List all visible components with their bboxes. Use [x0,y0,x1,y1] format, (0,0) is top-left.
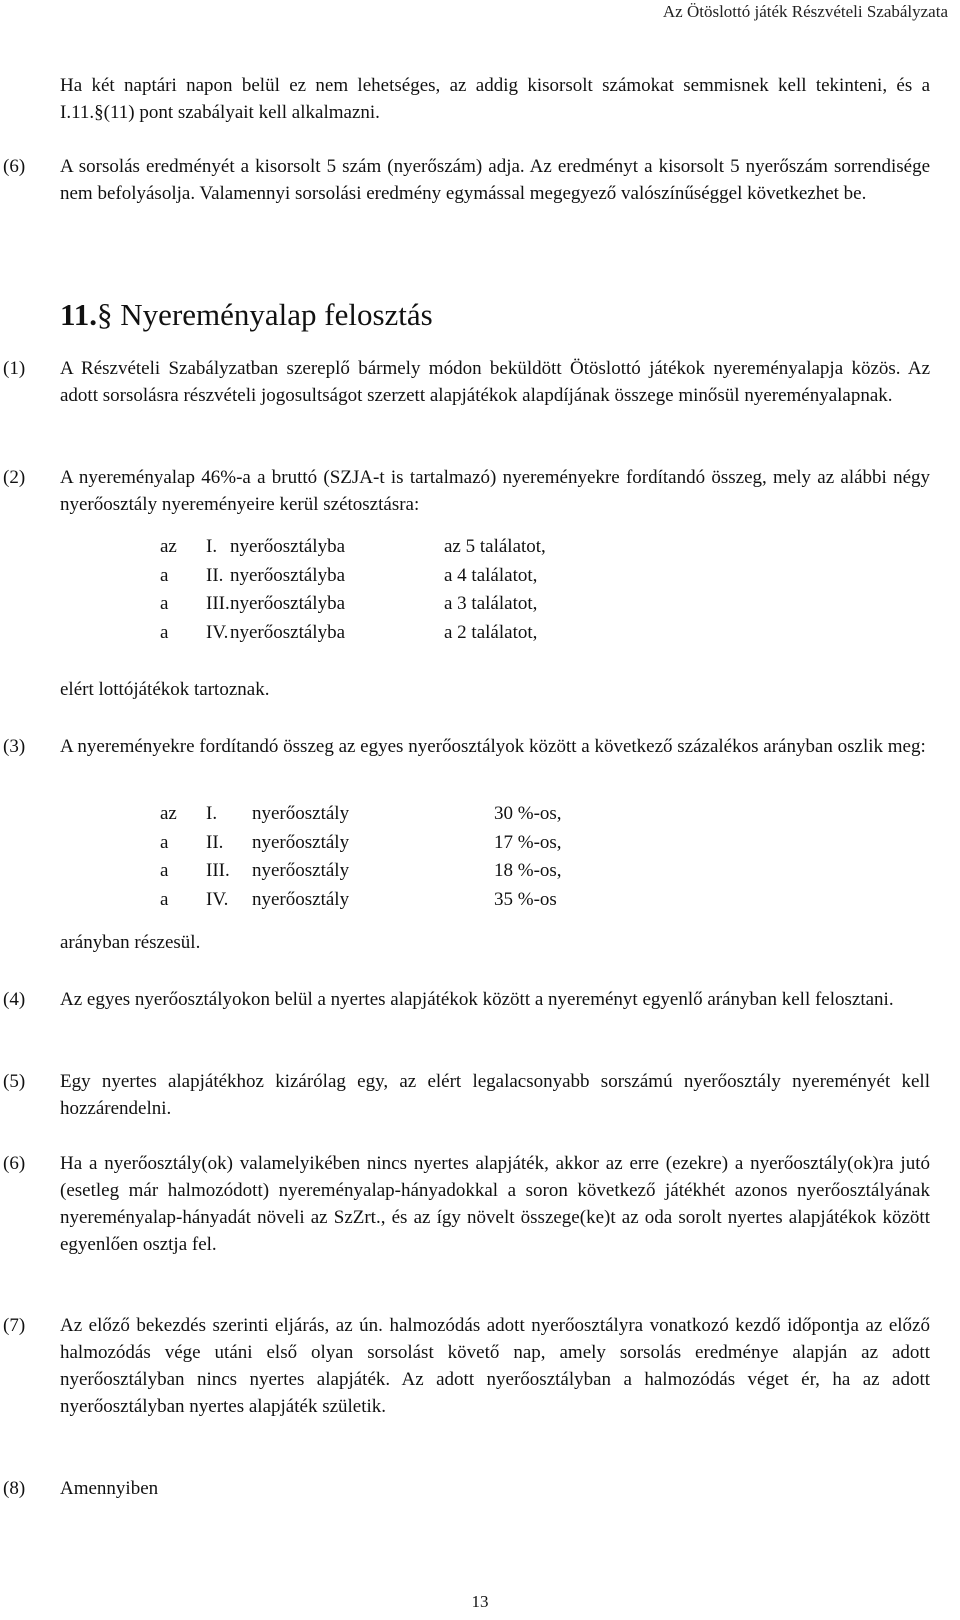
table-row [160,832,562,861]
article-cell: a [160,621,169,643]
table-row [160,565,546,594]
paragraph-number: (4) [3,989,26,1010]
table-row [160,803,562,832]
article-cell: a [160,860,169,881]
paragraph-text: Egy nyertes alapjátékhoz kizárólag egy, az elért legalacsonyabb sorszámú nyerőosztály nyereményét kell hozzárendelni. [60,1071,930,1119]
page-number: 13 [471,1592,489,1611]
hits-cell: a 3 találatot, [444,593,538,614]
roman-cell: I. [206,803,218,824]
share-cell: 35 %-os [494,888,557,910]
roman-cell: IV. [206,888,229,910]
table-row [160,622,546,651]
share-table [160,803,562,917]
hits-cell: a 4 találatot, [444,564,538,586]
roman-cell: II. [206,831,224,853]
paragraph-1 [3,355,930,409]
paragraph-number: (5) [3,1071,26,1092]
roman-cell: IV. [206,621,229,643]
paragraph-number: (6) [3,156,26,177]
table-row [160,860,562,889]
paragraph-4 [3,986,930,1013]
section-heading [60,295,433,335]
paragraph-2 [3,464,930,518]
section-title: Nyereményalap felosztás [120,297,433,332]
table-row [160,889,562,918]
paragraph-7 [3,1312,930,1420]
paragraph-number: (6) [3,1153,26,1174]
roman-cell: III. [206,860,230,881]
share-cell: 18 %-os, [494,860,562,881]
article-cell: a [160,831,169,853]
paragraph-prev-6 [3,153,930,207]
class-label-cell: nyerőosztályba [230,536,346,557]
paragraph-text: A nyereményalap 46%-a a bruttó (SZJA-t is tartalmazó) nyereményekre fordítandó összeg, mely az alábbi négy nyerőosztály nyereményeire kerül szétosztásra: [60,467,930,515]
paragraph-6 [3,1150,930,1258]
section-symbol: § [97,297,113,332]
article-cell: a [160,888,169,910]
paragraph-5 [3,1068,930,1122]
paragraph-number: (2) [3,467,26,488]
paragraph-3 [3,733,930,760]
article-cell: a [160,593,169,614]
paragraph-text: A Részvételi Szabályzatban szereplő bármely módon beküldött Ötöslottó játékok nyereményalapja közös. Az adott sorsolásra részvételi jogosultságot szerzett alapjátékok alapdíjának összege minősül nyereményalapnak. [60,358,930,406]
section-number: 11. [60,297,98,332]
paragraph-text: A nyereményekre fordítandó összeg az egyes nyerőosztályok között a következő százalékos arányban oszlik meg: [60,736,926,757]
article-cell: az [160,536,177,557]
paragraph-text: Az egyes nyerőosztályokon belül a nyertes alapjátékok között a nyereményt egyenlő arányban kell felosztani. [60,989,894,1010]
paragraph-number: (7) [3,1315,26,1336]
class-label-cell: nyerőosztályba [230,564,346,586]
hits-cell: az 5 találatot, [444,536,546,557]
class-label-cell: nyerőosztályba [230,621,346,643]
class-label-cell: nyerőosztály [252,860,350,881]
paragraph-number: (3) [3,736,26,757]
win-class-table [160,536,546,650]
class-label-cell: nyerőosztályba [230,593,346,614]
share-cell: 17 %-os, [494,831,562,853]
share-cell: 30 %-os, [494,803,562,824]
roman-cell: I. [206,536,218,557]
paragraph-text: Amennyiben [60,1478,159,1499]
class-label-cell: nyerőosztály [252,888,350,910]
article-cell: a [160,564,169,586]
roman-cell: II. [206,564,224,586]
table-row [160,536,546,565]
table-row [160,593,546,622]
roman-cell: III. [206,593,230,614]
class-label-cell: nyerőosztály [252,803,350,824]
running-header: Az Ötöslottó játék Részvételi Szabályzata [662,2,948,21]
paragraph-number: (8) [3,1478,26,1499]
article-cell: az [160,803,177,824]
paragraph-8 [3,1475,930,1502]
hits-cell: a 2 találatot, [444,621,538,643]
paragraph-3-after: arányban részesül. [60,932,201,953]
paragraph-text: Az előző bekezdés szerinti eljárás, az ún. halmozódás adott nyerőosztályra vonatkozó kezdő időpontja az előző halmozódás vége utáni első olyan sorsolást követő nap, amely sorsolás eredménye alapján az adott nyerőosztályban nincs nyertes alapjáték. Az adott nyerőosztályban a halmozódás véget ér, ha az adott nyerőosztályban nyertes alapjáték születik. [60,1315,930,1417]
paragraph-2-after: elért lottójátékok tartoznak. [60,679,270,700]
paragraph-text: Ha a nyerőosztály(ok) valamelyikében nincs nyertes alapjáték, akkor az erre (ezekre) a nyerőosztály(ok)ra jutó (esetleg már halmozódott) nyereményalap-hányadokkal a soron következő játékhét azonos nyerőosztályának nyereményalap-hányadát növeli az SzZrt., és az így növelt összege(ke)t az oda sorolt nyertes alapjátékok között egyenlően osztja fel. [60,1153,930,1255]
paragraph-text: A sorsolás eredményét a kisorsolt 5 szám (nyerőszám) adja. Az eredményt a kisorsolt 5 nyerőszám sorrendisége nem befolyásolja. Valamennyi sorsolási eredmény egymással megegyező valószínűséggel következhet be. [60,156,930,204]
class-label-cell: nyerőosztály [252,831,350,853]
continuation-paragraph: Ha két naptári napon belül ez nem lehetséges, az addig kisorsolt számokat semmisnek kell tekinteni, és a I.11.§(11) pont szabályait kell alkalmazni. [60,75,930,123]
paragraph-number: (1) [3,358,26,379]
